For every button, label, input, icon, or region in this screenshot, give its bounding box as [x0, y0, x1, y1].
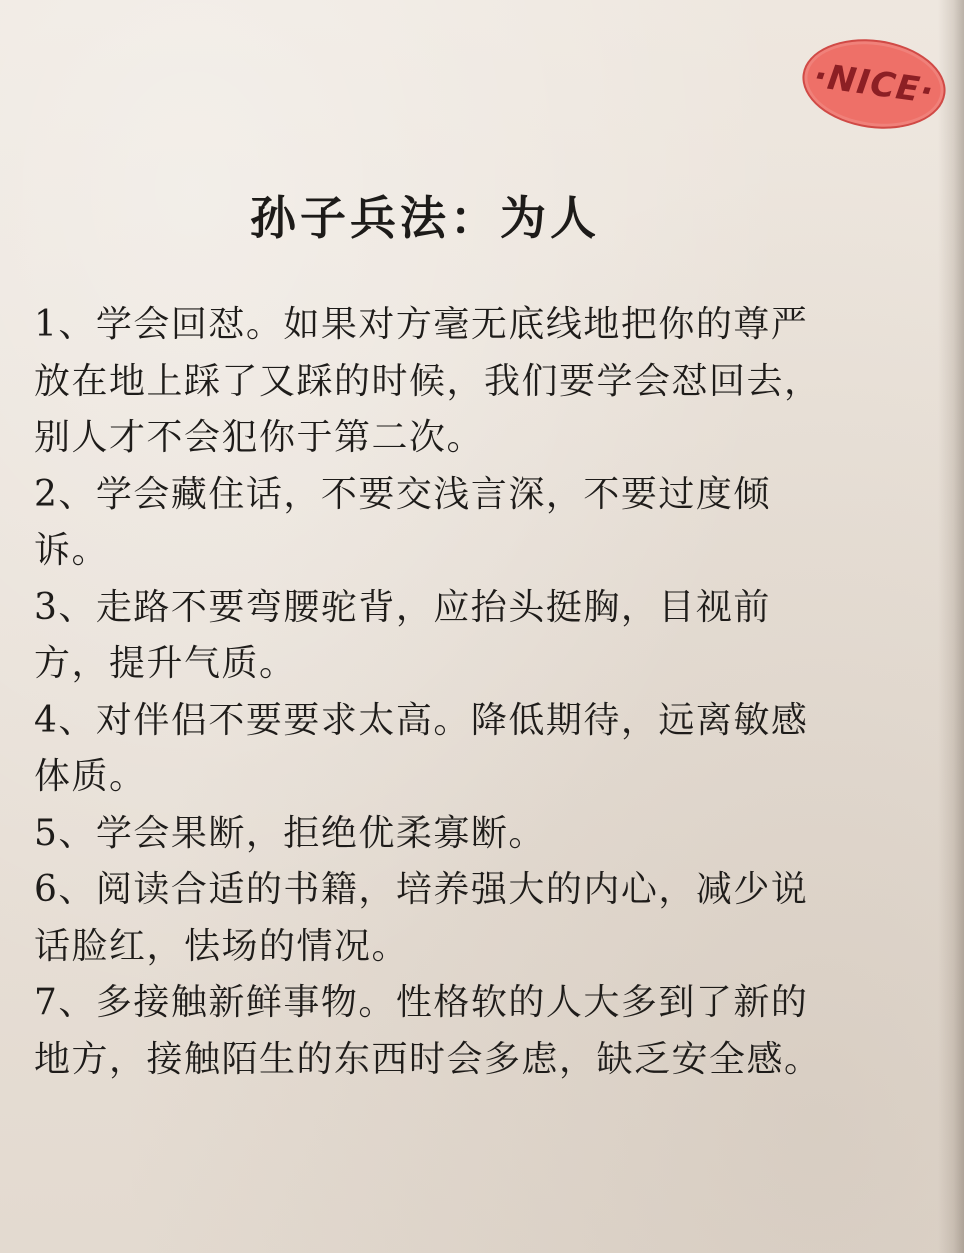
advice-item-1: 1、学会回怼。如果对方毫无底线地把你的尊严放在地上踩了又踩的时候，我们要学会怼回去，别人才不会犯你于第二次。: [34, 304, 822, 458]
page-edge-shadow: [938, 0, 964, 1253]
advice-item-7: 7、多接触新鲜事物。性格软的人大多到了新的地方，接触陌生的东西时会多虑，缺乏安全感。: [34, 982, 822, 1080]
advice-list: [34, 297, 824, 1088]
advice-item-6: 6、阅读合适的书籍，培养强大的内心，减少说话脸红，怯场的情况。: [34, 869, 809, 967]
advice-item-5: 5、学会果断，拒绝优柔寡断。: [34, 812, 546, 854]
nice-stamp: [797, 30, 952, 137]
advice-item-4: 4、对伴侣不要要求太高。降低期待，远离敏感体质。: [34, 699, 809, 797]
stamp-text: ·NICE·: [811, 55, 937, 113]
page-title: 孙子兵法：为人: [250, 191, 600, 245]
advice-item-2: 2、学会藏住话，不要交浅言深，不要过度倾诉。: [34, 473, 771, 571]
advice-item-3: 3、走路不要弯腰驼背，应抬头挺胸，目视前方，提升气质。: [34, 586, 771, 684]
